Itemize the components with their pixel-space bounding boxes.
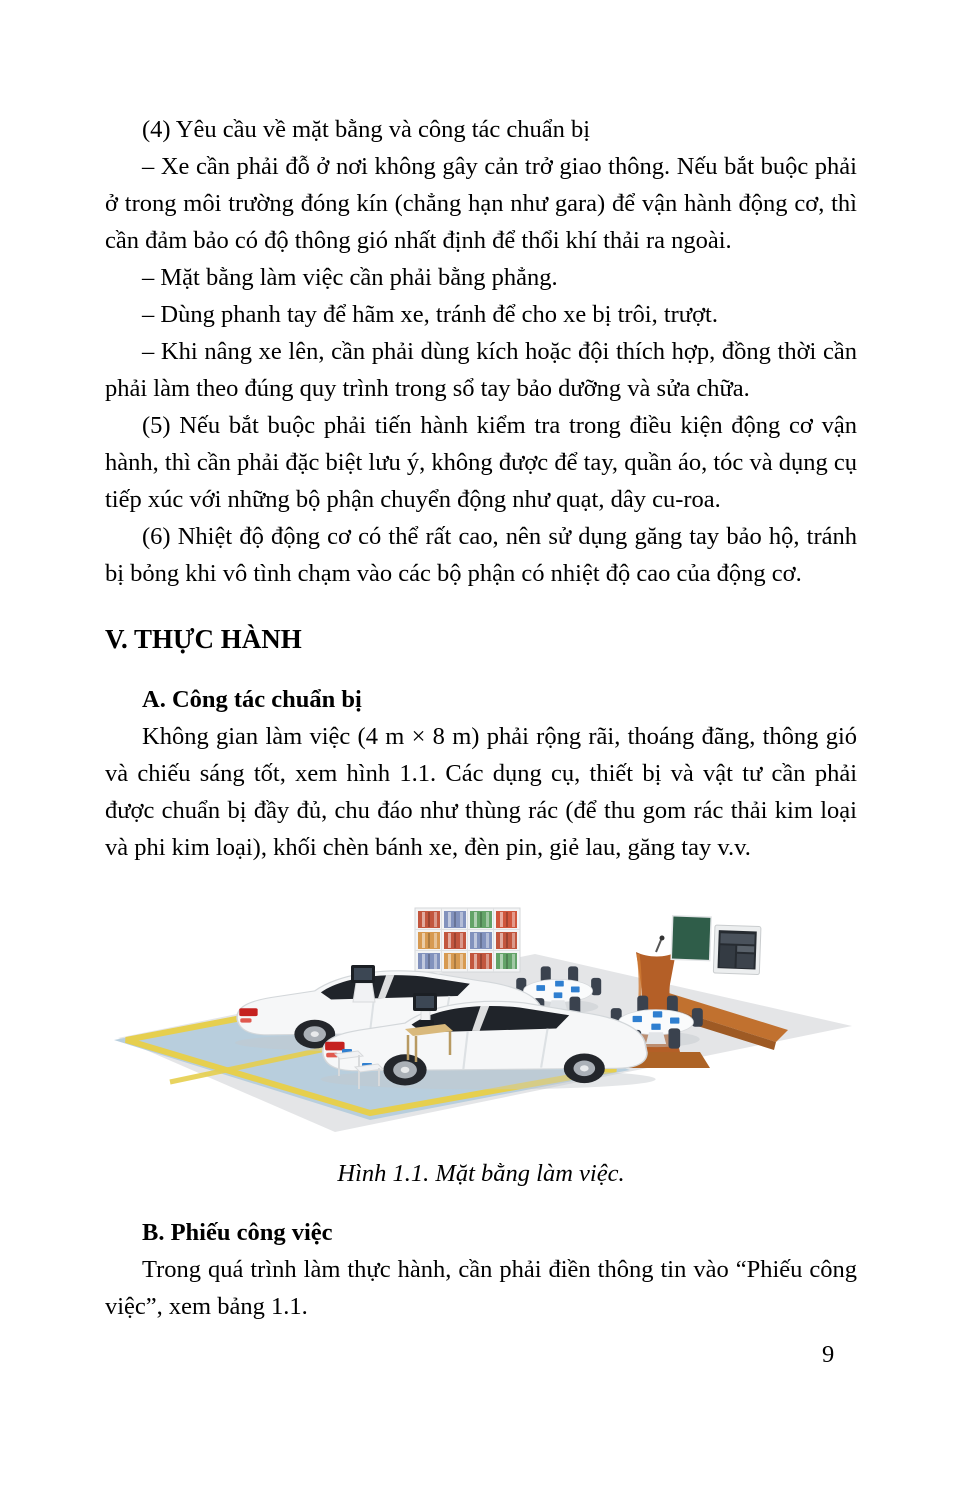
figure-caption: Hình 1.1. Mặt bằng làm việc.: [337, 1160, 625, 1187]
subsection-b-heading: B. Phiếu công việc: [142, 1219, 333, 1246]
subsection-a-paragraph: Không gian làm việc (4 m × 8 m) phải rộng rãi, thoáng đãng, thông gió và chiếu sáng tốt, xem hình 1.1. Các dụng cụ, thiết bị và vật tư cần phải được chuẩn bị đầy đủ, chu đáo như thùng rác (để thu gom rác thải kim loại và phi kim loại), khối chèn bánh xe, đèn pin, giẻ lau, găng tay v.v.: [105, 723, 857, 861]
subsection-b-paragraph: Trong quá trình làm thực hành, cần phải điền thông tin vào “Phiếu công việc”, xem bảng 1.1.: [105, 1256, 857, 1320]
chalkboard: [670, 915, 712, 961]
subsection-a-heading: A. Công tác chuẩn bị: [142, 686, 362, 713]
bullet-parking: – Xe cần phải đỗ ở nơi không gây cản trở giao thông. Nếu bắt buộc phải ở trong môi trường đóng kín (chẳng hạn như gara) để vận hành động cơ, thì cần đảm bảo có độ thông gió nhất định để thổi khí thải ra ngoài.: [105, 153, 857, 254]
document-body: [105, 111, 857, 1325]
bullet-handbrake: – Dùng phanh tay để hãm xe, tránh để cho xe bị trôi, trượt.: [142, 301, 718, 328]
paragraph-engine-running-5: (5) Nếu bắt buộc phải tiến hành kiểm tra trong điều kiện động cơ vận hành, thì cần phải đặc biệt lưu ý, không được để tay, quần áo, tóc và dụng cụ tiếp xúc với những bộ phận chuyển động như quạt, dây cu-roa.: [105, 412, 857, 513]
paragraph-engine-heat-6: (6) Nhiệt độ động cơ có thể rất cao, nên sử dụng găng tay bảo hộ, tránh bị bỏng khi vô tình chạm vào các bộ phận có nhiệt độ cao của động cơ.: [105, 523, 857, 587]
paragraph-requirements-4: (4) Yêu cầu về mặt bằng và công tác chuẩn bị: [142, 116, 591, 143]
figure-1-1-workshop-image: [100, 892, 865, 1137]
workshop-3d-scene: [100, 892, 865, 1137]
bullet-lifting: – Khi nâng xe lên, cần phải dùng kích hoặc đội thích hợp, đồng thời cần phải làm theo đúng quy trình trong sổ tay bảo dưỡng và sửa chữa.: [105, 338, 857, 402]
wall-screen: [713, 925, 761, 975]
bookshelf: [415, 908, 520, 972]
section-heading-practice: V. THỰC HÀNH: [105, 624, 302, 654]
bullet-flat-surface: – Mặt bằng làm việc cần phải bằng phẳng.: [142, 264, 558, 291]
page-number: 9: [822, 1341, 835, 1368]
